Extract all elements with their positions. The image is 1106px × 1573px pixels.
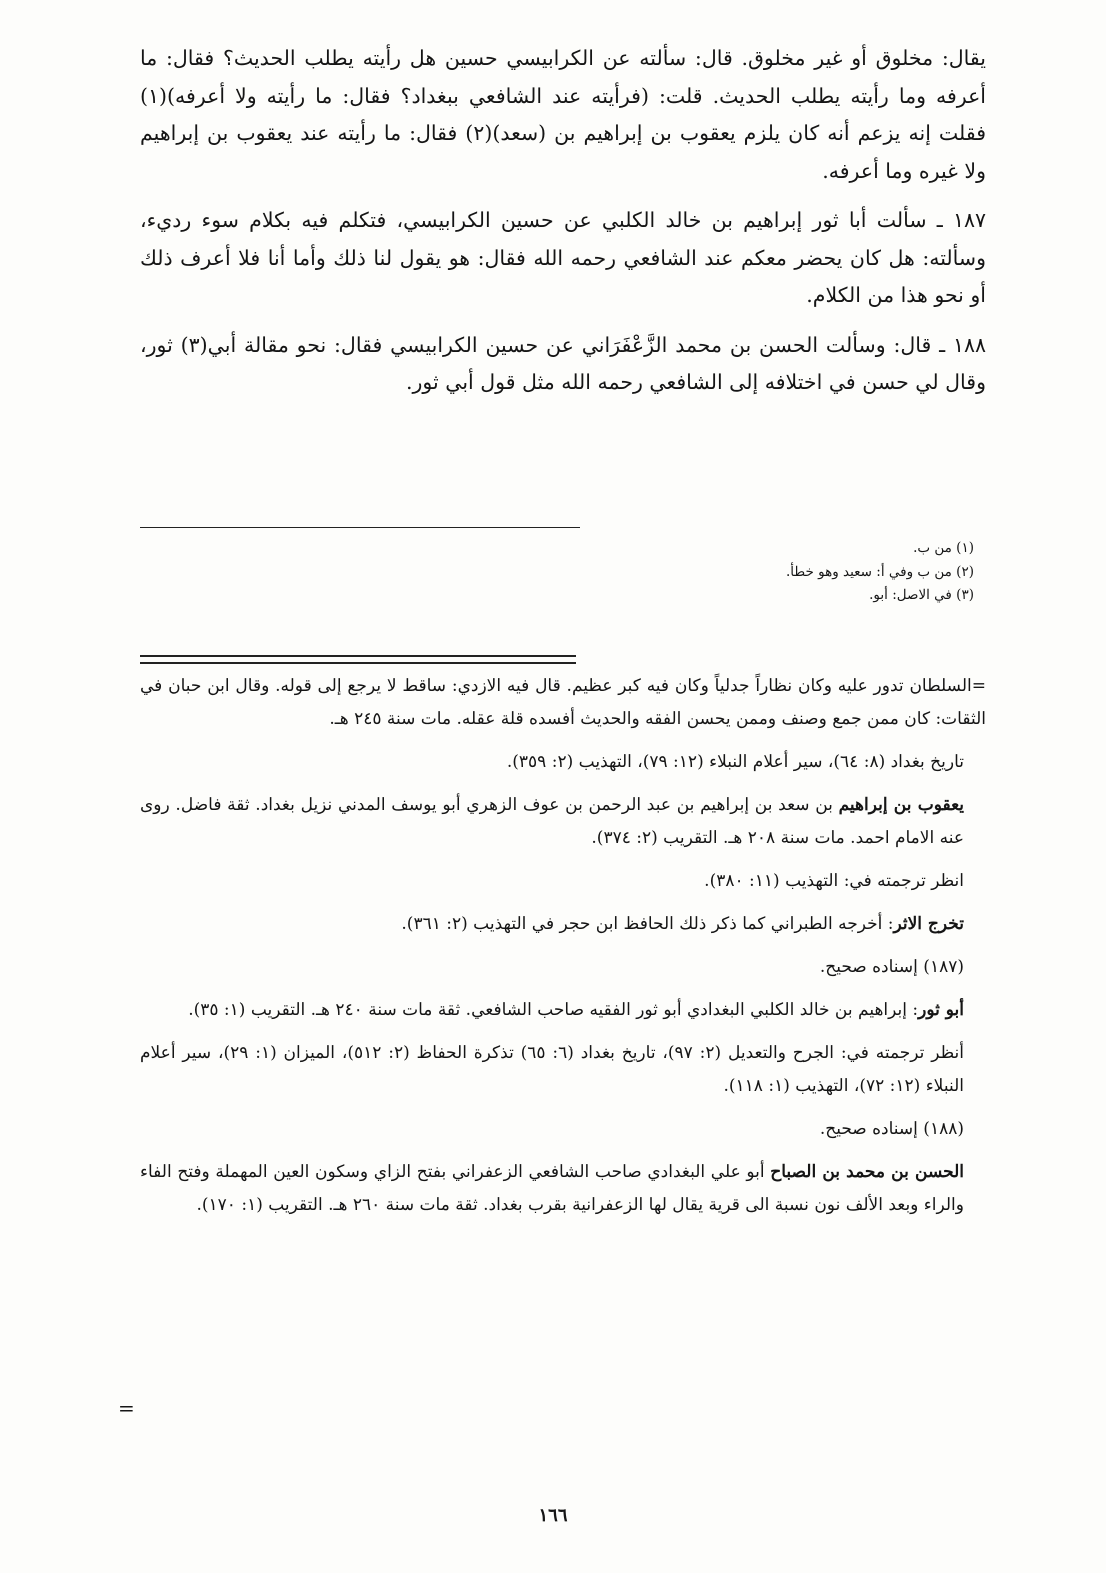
- commentary-paragraph: [140, 865, 986, 898]
- commentary-paragraph: [140, 1113, 986, 1146]
- commentary-text: (١٨٧) إسناده صحيح.: [819, 957, 964, 977]
- commentary-term: أبو ثور: [918, 1000, 964, 1020]
- commentary-paragraph: [140, 789, 986, 855]
- commentary-divider: [140, 655, 576, 664]
- main-paragraph-188: ١٨٨ ـ قال: وسألت الحسن بن محمد الزَّعْفَرَاني عن حسين الكرابيسي فقال: نحو مقالة أبي(٣) ثور، وقال لي حسن في اختلافه إلى الشافعي رحمه الله مثل قول أبي ثور.: [140, 332, 987, 394]
- commentary-term: تخرج الاثر: [893, 914, 964, 934]
- commentary-text: : إبراهيم بن خالد الكلبي البغدادي أبو ثور الفقيه صاحب الشافعي. ثقة مات سنة ٢٤٠ هـ. التقريب (١: ٣٥).: [188, 1000, 919, 1020]
- footnote-2: (٢) من ب وفي أ: سعيد وهو خطأ.: [785, 563, 974, 580]
- main-text: [140, 40, 986, 414]
- commentary-text: : أخرجه الطبراني كما ذكر ذلك الحافظ ابن حجر في التهذيب (٢: ٣٦١).: [401, 914, 894, 934]
- footnote-divider: [140, 527, 580, 528]
- footnote-1: (١) من ب.: [913, 540, 974, 556]
- commentary-text: انظر ترجمته في: التهذيب (١١: ٣٨٠).: [704, 871, 964, 891]
- commentary-text: أبو علي البغدادي صاحب الشافعي الزعفراني بفتح الزاي وسكون العين المهملة وفتح الفاء والراء وبعد الألف نون نسبة الى قرية يقال لها الزعفرانية بقرب بغداد. ثقة مات سنة ٢٦٠ هـ. التقريب (١: ١٧٠).: [140, 1162, 964, 1215]
- commentary-text: بن سعد بن إبراهيم بن عبد الرحمن بن عوف الزهري أبو يوسف المدني نزيل بغداد. ثقة فاضل. روى عنه الامام احمد. مات سنة ٢٠٨ هـ. التقريب (٢: ٣٧٤).: [140, 795, 964, 848]
- commentary-paragraph: [140, 1156, 986, 1222]
- main-paragraph-1: يقال: مخلوق أو غير مخلوق. قال: سألته عن الكرابيسي حسين هل رأيته يطلب الحديث؟ فقال: ما أعرفه وما رأيته يطلب الحديث. قلت: (فرأيته عند الشافعي ببغداد؟ فقال: ما رأيته ولا أعرفه)(١) فقلت إنه يزعم أنه كان يلزم يعقوب بن إبراهيم بن (سعد)(٢) فقال: ما رأيته عند يعقوب بن إبراهيم ولا غيره وما أعرفه.: [140, 46, 986, 183]
- commentary-paragraph: [140, 1037, 986, 1103]
- commentary-text: (١٨٨) إسناده صحيح.: [819, 1119, 964, 1139]
- commentary-paragraph: [140, 994, 986, 1027]
- main-paragraph-187: ١٨٧ ـ سألت أبا ثور إبراهيم بن خالد الكلبي عن حسين الكرابيسي، فتكلم فيه بكلام سوء رديء، وسألته: هل كان يحضر معكم عند الشافعي رحمه الله فقال: هو يقول لنا ذلك وأما أنا فلا أعرف ذلك أو نحو هذا من الكلام.: [140, 208, 986, 307]
- commentary-paragraph: [140, 670, 986, 736]
- commentary-paragraph: [140, 951, 986, 984]
- commentary-text: =السلطان تدور عليه وكان نظاراً جدلياً وكان فيه كبر عظيم. قال فيه الازدي: ساقط لا يرجع إلى قوله. وقال ابن حبان في الثقات: كان ممن جمع وصنف وممن يحسن الفقه والحديث أفسده قلة عقله. مات سنة ٢٤٥ هـ.: [140, 676, 986, 729]
- footnote-3: (٣) في الاصل: أبو.: [869, 587, 974, 603]
- commentary-term: الحسن بن محمد بن الصباح: [770, 1162, 964, 1182]
- commentary: [140, 670, 986, 1232]
- commentary-term: يعقوب بن إبراهيم: [838, 795, 965, 815]
- continuation-mark: =: [118, 1396, 135, 1420]
- commentary-paragraph: [140, 908, 986, 941]
- footnotes: [140, 537, 974, 608]
- commentary-paragraph: [140, 746, 986, 779]
- commentary-text: أنظر ترجمته في: الجرح والتعديل (٢: ٩٧)، تاريخ بغداد (٦: ٦٥) تذكرة الحفاظ (٢: ٥١٢)، الميزان (١: ٢٩)، سير أعلام النبلاء (١٢: ٧٢)، التهذيب (١: ١١٨).: [140, 1043, 965, 1096]
- commentary-text: تاريخ بغداد (٨: ٦٤)، سير أعلام النبلاء (١٢: ٧٩)، التهذيب (٢: ٣٥٩).: [506, 752, 964, 772]
- page-number: ١٦٦: [538, 1505, 568, 1526]
